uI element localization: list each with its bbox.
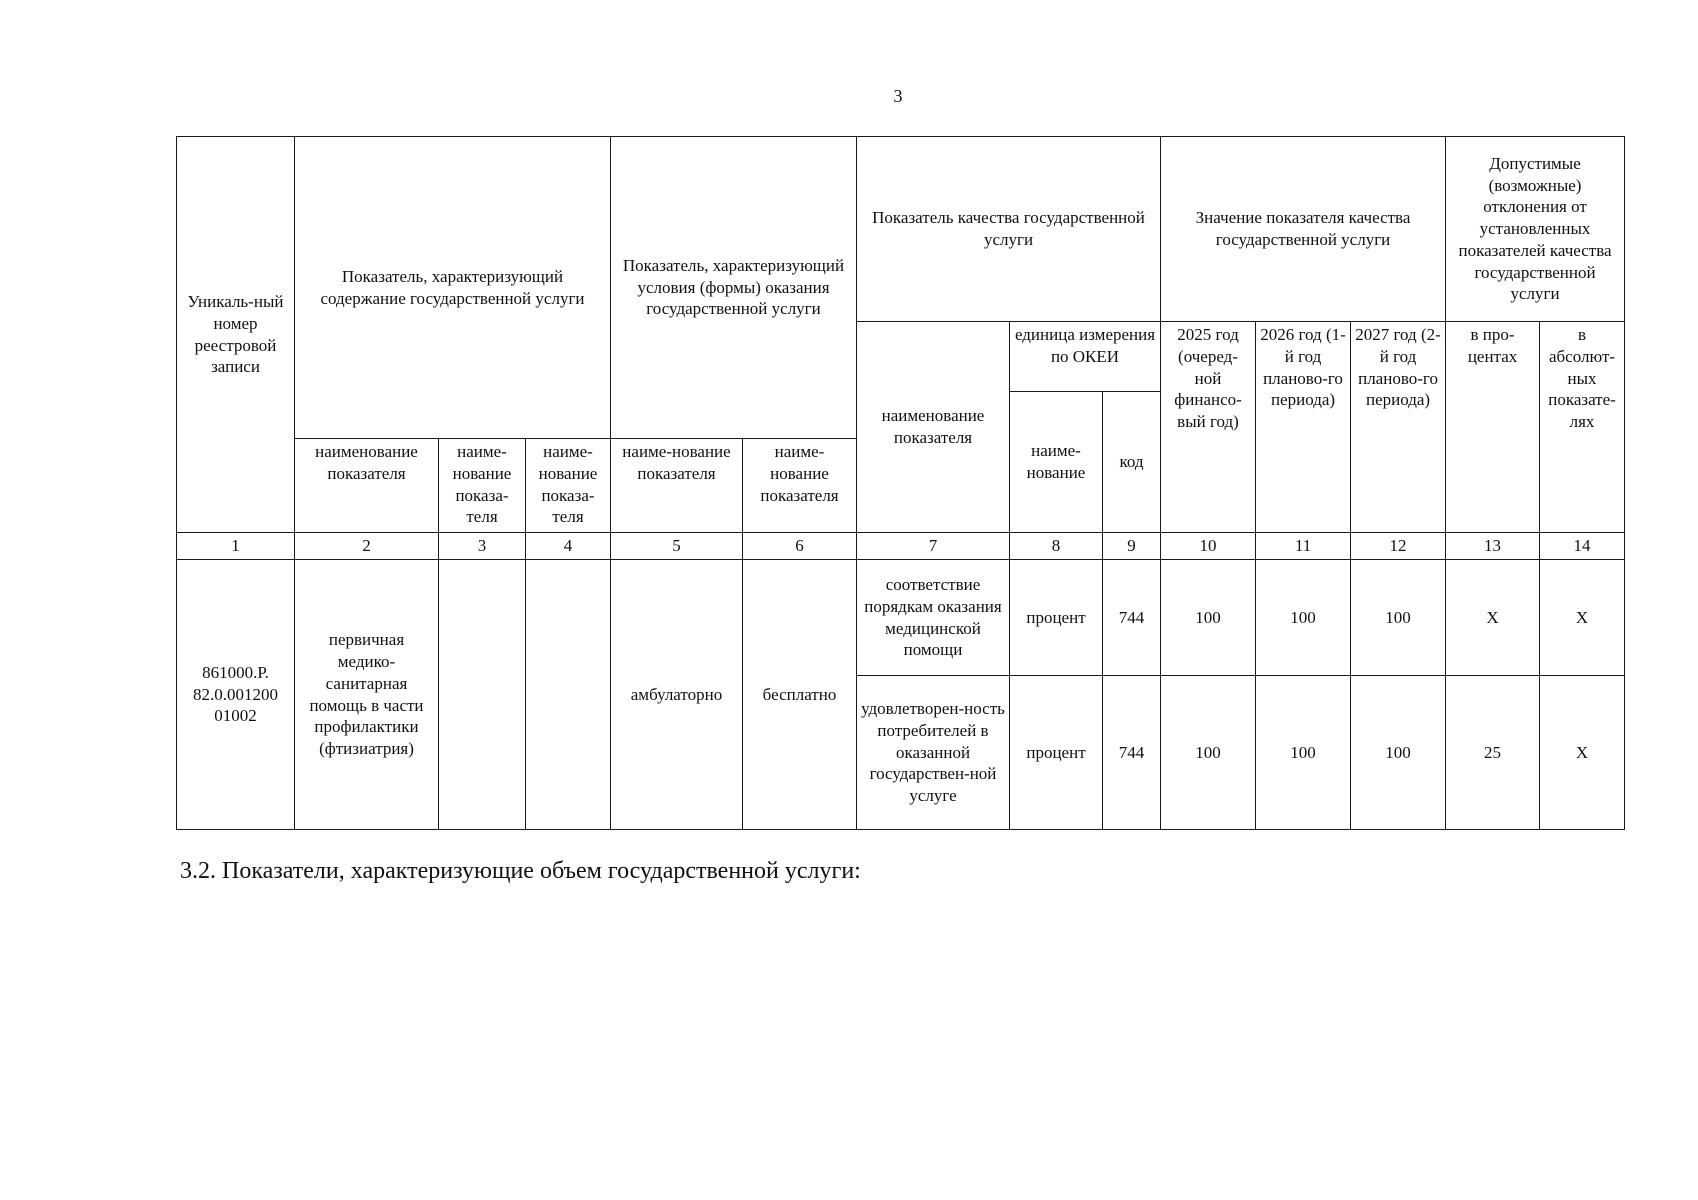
condition-payment-cell: бесплатно — [743, 560, 857, 830]
header-unit-code: код — [1103, 392, 1161, 533]
content-col4-cell — [526, 560, 611, 830]
deviation-percent-cell: 25 — [1446, 676, 1540, 830]
deviation-absolute-cell: X — [1540, 676, 1625, 830]
unit-code-cell: 744 — [1103, 560, 1161, 676]
unit-name-cell: процент — [1010, 560, 1103, 676]
header-okei-unit: единица измерения по ОКЕИ — [1010, 322, 1161, 392]
content-col3-cell — [439, 560, 526, 830]
column-number: 13 — [1446, 533, 1540, 560]
column-number: 10 — [1161, 533, 1256, 560]
header-indicator-name: наименование показателя — [857, 322, 1010, 533]
header-col2-name: наименование показателя — [295, 439, 439, 533]
value-2027-cell: 100 — [1351, 676, 1446, 830]
column-number: 5 — [611, 533, 743, 560]
value-2025-cell: 100 — [1161, 560, 1256, 676]
column-number: 12 — [1351, 533, 1446, 560]
unit-name-cell: процент — [1010, 676, 1103, 830]
header-year-2027: 2027 год (2-й год планово-го периода) — [1351, 322, 1446, 533]
header-absolute: в абсолют-ных показате-лях — [1540, 322, 1625, 533]
column-number: 6 — [743, 533, 857, 560]
deviation-percent-cell: X — [1446, 560, 1540, 676]
column-number: 1 — [177, 533, 295, 560]
header-year-2025: 2025 год (очеред-ной финансо-вый год) — [1161, 322, 1256, 533]
section-heading: 3.2. Показатели, характеризующие объем государственной услуги: — [180, 858, 861, 884]
header-row-1 — [177, 137, 1625, 322]
header-col5-name: наиме-нование показателя — [611, 439, 743, 533]
indicator-name-cell: соответствие порядкам оказания медицинской помощи — [857, 560, 1010, 676]
value-2027-cell: 100 — [1351, 560, 1446, 676]
header-unique-record: Уникаль-ный номер реестровой записи — [177, 137, 295, 533]
column-number: 7 — [857, 533, 1010, 560]
content-cell: первичная медико-санитарная помощь в части профилактики (фтизиатрия) — [295, 560, 439, 830]
column-number: 9 — [1103, 533, 1161, 560]
header-percent: в про-центах — [1446, 322, 1540, 533]
value-2026-cell: 100 — [1256, 676, 1351, 830]
quality-indicators-table — [176, 136, 1625, 830]
column-number: 14 — [1540, 533, 1625, 560]
header-unit-name: наиме-нование — [1010, 392, 1103, 533]
header-conditions-indicator: Показатель, характеризующий условия (формы) оказания государственной услуги — [611, 137, 857, 439]
table-row — [177, 560, 1625, 676]
value-2025-cell: 100 — [1161, 676, 1256, 830]
header-quality-value: Значение показателя качества государственной услуги — [1161, 137, 1446, 322]
quality-indicators-table-container — [176, 136, 1624, 829]
header-year-2026: 2026 год (1-й год планово-го периода) — [1256, 322, 1351, 533]
column-number: 11 — [1256, 533, 1351, 560]
column-number: 2 — [295, 533, 439, 560]
page-number: 3 — [893, 86, 903, 106]
header-col6-name: наиме-нование показателя — [743, 439, 857, 533]
header-deviations: Допустимые (возможные) отклонения от установленных показателей качества государственной услуги — [1446, 137, 1625, 322]
header-col4-name: наиме-нование показа-теля — [526, 439, 611, 533]
header-quality-indicator: Показатель качества государственной услуги — [857, 137, 1161, 322]
indicator-name-cell: удовлетворен-ность потребителей в оказанной государствен-ной услуге — [857, 676, 1010, 830]
deviation-absolute-cell: X — [1540, 560, 1625, 676]
column-number: 4 — [526, 533, 611, 560]
column-number-row — [177, 533, 1625, 560]
column-number: 8 — [1010, 533, 1103, 560]
value-2026-cell: 100 — [1256, 560, 1351, 676]
condition-form-cell: амбулаторно — [611, 560, 743, 830]
header-content-indicator: Показатель, характеризующий содержание государственной услуги — [295, 137, 611, 439]
column-number: 3 — [439, 533, 526, 560]
registry-number-cell: 861000.Р. 82.0.001200 01002 — [177, 560, 295, 830]
header-col3-name: наиме-нование показа-теля — [439, 439, 526, 533]
unit-code-cell: 744 — [1103, 676, 1161, 830]
